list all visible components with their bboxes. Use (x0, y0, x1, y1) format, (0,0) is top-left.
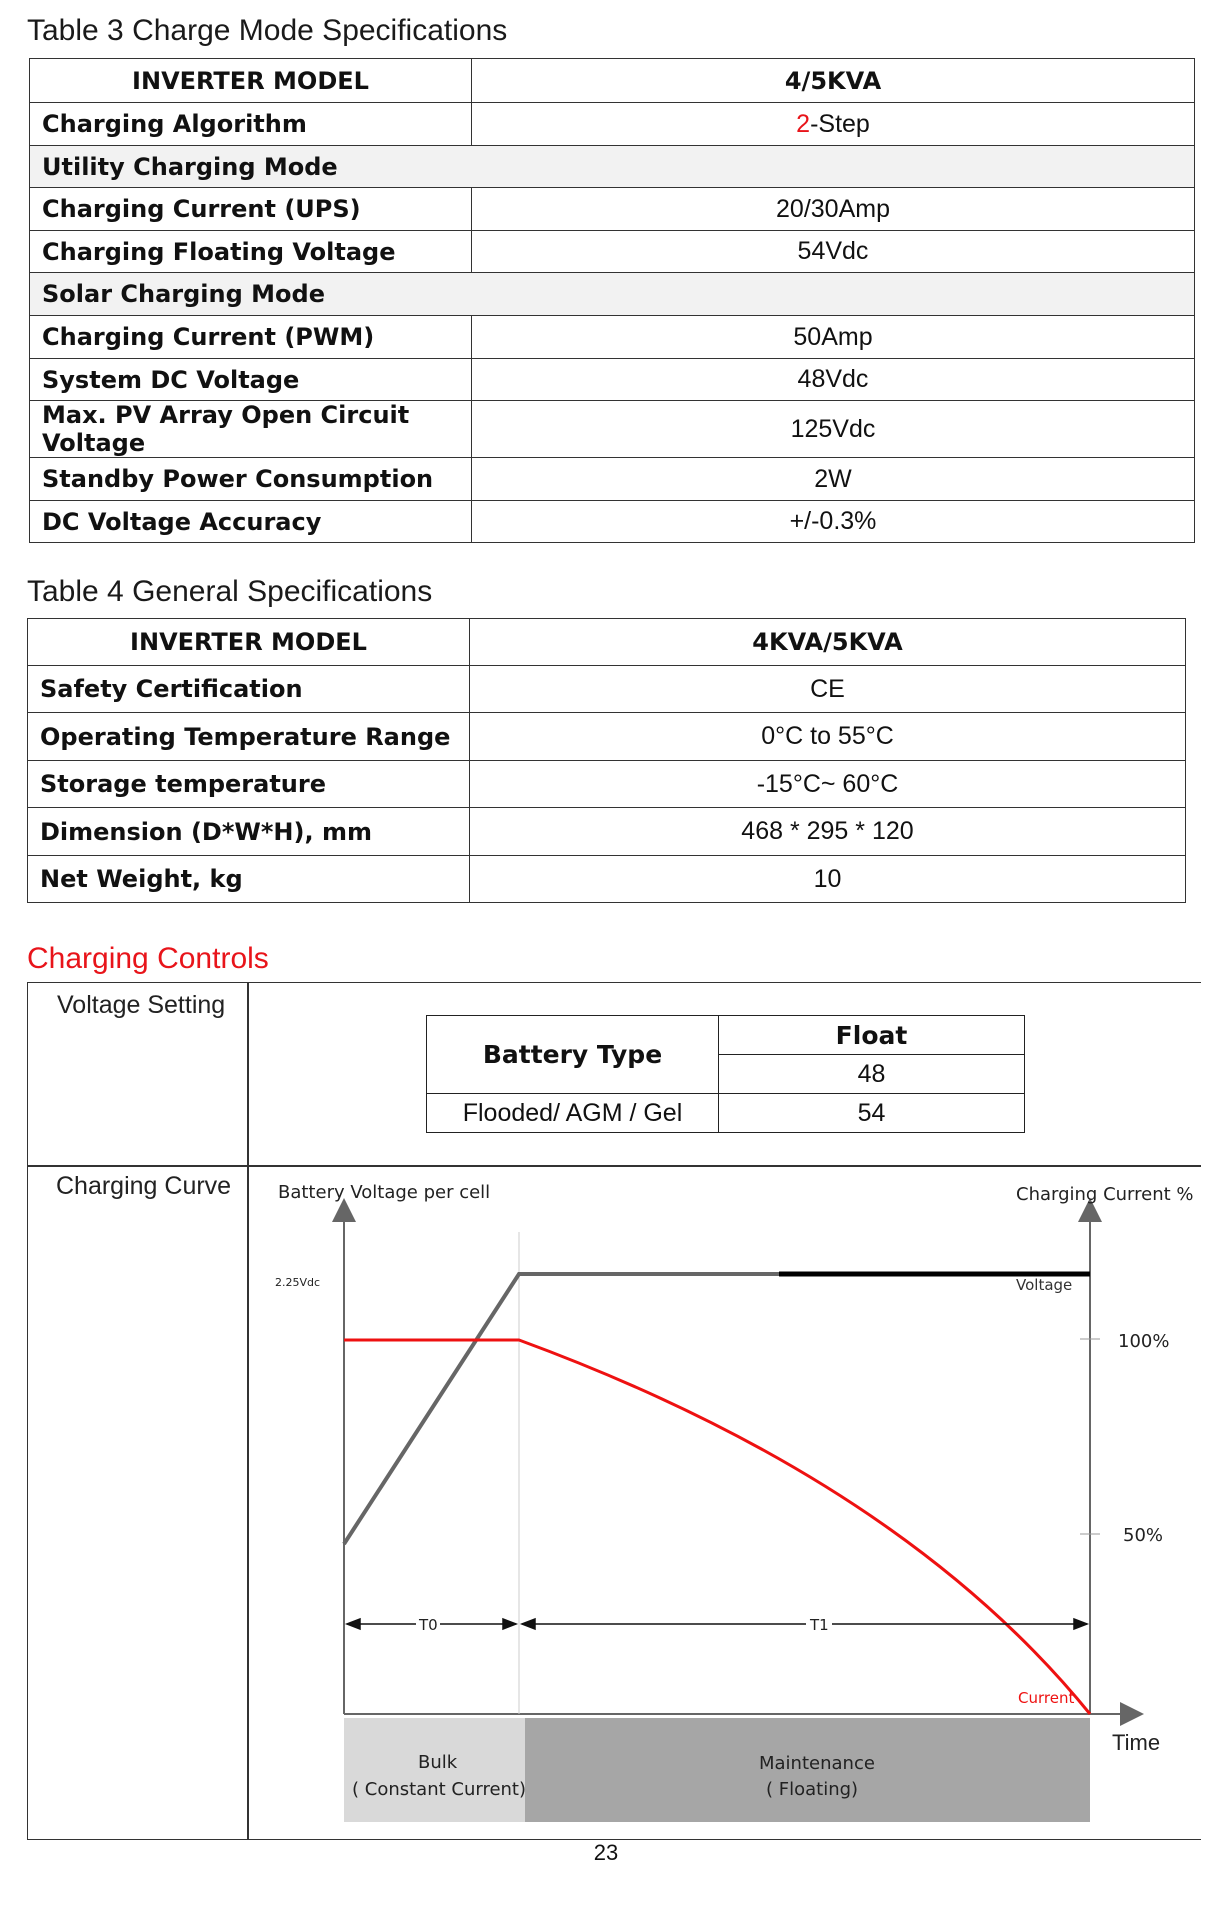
page-number: 23 (593, 1840, 619, 1865)
voltage-series-label: Voltage (1016, 1276, 1073, 1294)
spec-label: Dimension (D*W*H), mm (28, 808, 470, 856)
battery-row-value: 54 (719, 1094, 1025, 1133)
maintenance-sublabel: ( Floating) (766, 1779, 859, 1800)
value-text: -Step (810, 109, 870, 138)
header-model-value: 4KVA/5KVA (470, 619, 1186, 666)
t1-label: T1 (810, 1616, 829, 1634)
charging-curve-label: Charging Curve (56, 1172, 232, 1200)
spec-label: DC Voltage Accuracy (30, 501, 472, 543)
value-text: -15°C~ 60°C (756, 769, 899, 798)
value-text: +/-0.3% (789, 507, 877, 535)
bulk-sublabel: ( Constant Current) (352, 1779, 527, 1800)
time-label: Time (1112, 1730, 1161, 1755)
value-text: 48Vdc (797, 365, 869, 393)
value-text: 468 * 295 * 120 (741, 817, 914, 845)
bulk-label: Bulk (418, 1752, 458, 1773)
right-axis-label: Charging Current % (1016, 1184, 1194, 1205)
battery-type-header: Battery Type (427, 1016, 719, 1094)
spec-label: Safety Certification (28, 666, 470, 713)
header-model-value: 4/5KVA (472, 59, 1195, 103)
current-series-label: Current (1018, 1689, 1075, 1707)
section-row: Solar Charging Mode (30, 273, 1195, 316)
left-axis-label: Battery Voltage per cell (278, 1182, 491, 1203)
tick-50-label: 50% (1123, 1525, 1164, 1546)
spec-label: Charging Current (UPS) (30, 188, 472, 231)
section-row: Utility Charging Mode (30, 146, 1195, 188)
current-curve (344, 1340, 1090, 1714)
value-text: 0°C to 55°C (761, 722, 894, 750)
maintenance-label: Maintenance (759, 1753, 875, 1774)
value-text: 54Vdc (797, 237, 869, 265)
spec-label: Charging Current (PWM) (30, 316, 472, 359)
voltage-setting-label: Voltage Setting (57, 991, 226, 1019)
charging-controls-title: Charging Controls (27, 942, 269, 975)
value-text: CE (810, 674, 845, 703)
voltage-level-label: 2.25Vdc (275, 1276, 321, 1289)
float-header: Float (719, 1016, 1025, 1055)
table4-caption: Table 4 General Specifications (27, 575, 433, 608)
spec-label: Operating Temperature Range (28, 713, 470, 761)
table3-caption: Table 3 Charge Mode Specifications (27, 14, 508, 47)
spec-label: System DC Voltage (30, 359, 472, 401)
spec-label: Max. PV Array Open Circuit Voltage (30, 401, 472, 458)
t0-label: T0 (419, 1616, 438, 1634)
header-model-label: INVERTER MODEL (30, 59, 472, 103)
battery-row-label: Flooded/ AGM / Gel (427, 1094, 719, 1133)
spec-label: Storage temperature (28, 761, 470, 808)
value-highlight: 2 (796, 109, 811, 138)
tick-100-label: 100% (1118, 1331, 1170, 1352)
value-text: 125Vdc (790, 414, 876, 443)
spec-label: Standby Power Consumption (30, 458, 472, 501)
header-model-label: INVERTER MODEL (28, 619, 470, 666)
value-text: 50Amp (793, 322, 873, 351)
spec-label: Charging Floating Voltage (30, 231, 472, 273)
voltage-curve (344, 1274, 779, 1544)
spec-label: Net Weight, kg (28, 856, 470, 903)
value-text: 10 (813, 864, 842, 893)
spec-label: Charging Algorithm (30, 103, 472, 146)
value-text: 2W (814, 464, 852, 493)
value-text: 20/30Amp (776, 194, 890, 223)
float-subheader: 48 (719, 1055, 1025, 1094)
